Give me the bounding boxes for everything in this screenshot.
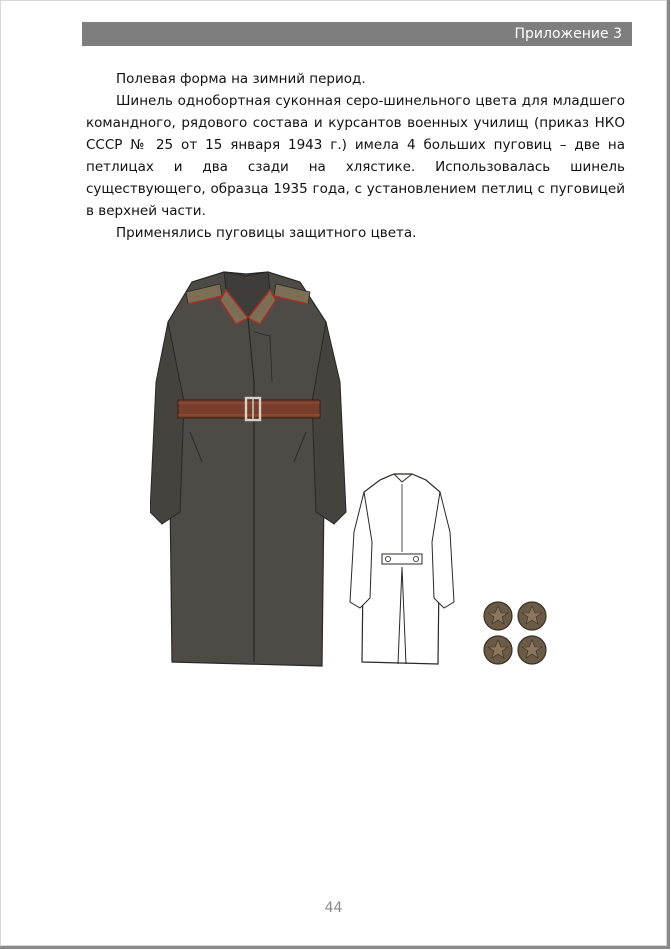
- button-icon: [518, 602, 546, 630]
- appendix-header-bar: [82, 22, 632, 46]
- paragraph-buttons: Применялись пуговицы защитного цвета.: [116, 225, 417, 241]
- paragraph-description: Шинель однобортная суконная серо-шинельного цвета для младшего командного, рядового состава и курсантов военных училищ (приказ НКО СССР № 25 от 15 января 1943 г.) имела 4 больших пуговиц – две на петлицах и два сзади на хлястике. Использовалась шинель существующего, образца 1935 года, с установлением петлиц с пуговицей в верхней части.: [86, 93, 625, 219]
- button-icon: [518, 636, 546, 664]
- page-number: 44: [324, 900, 343, 916]
- paragraph-title: Полевая форма на зимний период.: [116, 71, 366, 87]
- greatcoat-back-view: [350, 474, 454, 664]
- greatcoat-front-view: [150, 272, 346, 666]
- button-icon: [484, 602, 512, 630]
- button-icon: [484, 636, 512, 664]
- appendix-label: Приложение 3: [514, 26, 622, 42]
- body-text: [86, 68, 625, 244]
- button-set: [484, 602, 546, 664]
- greatcoat-illustration: [150, 262, 570, 682]
